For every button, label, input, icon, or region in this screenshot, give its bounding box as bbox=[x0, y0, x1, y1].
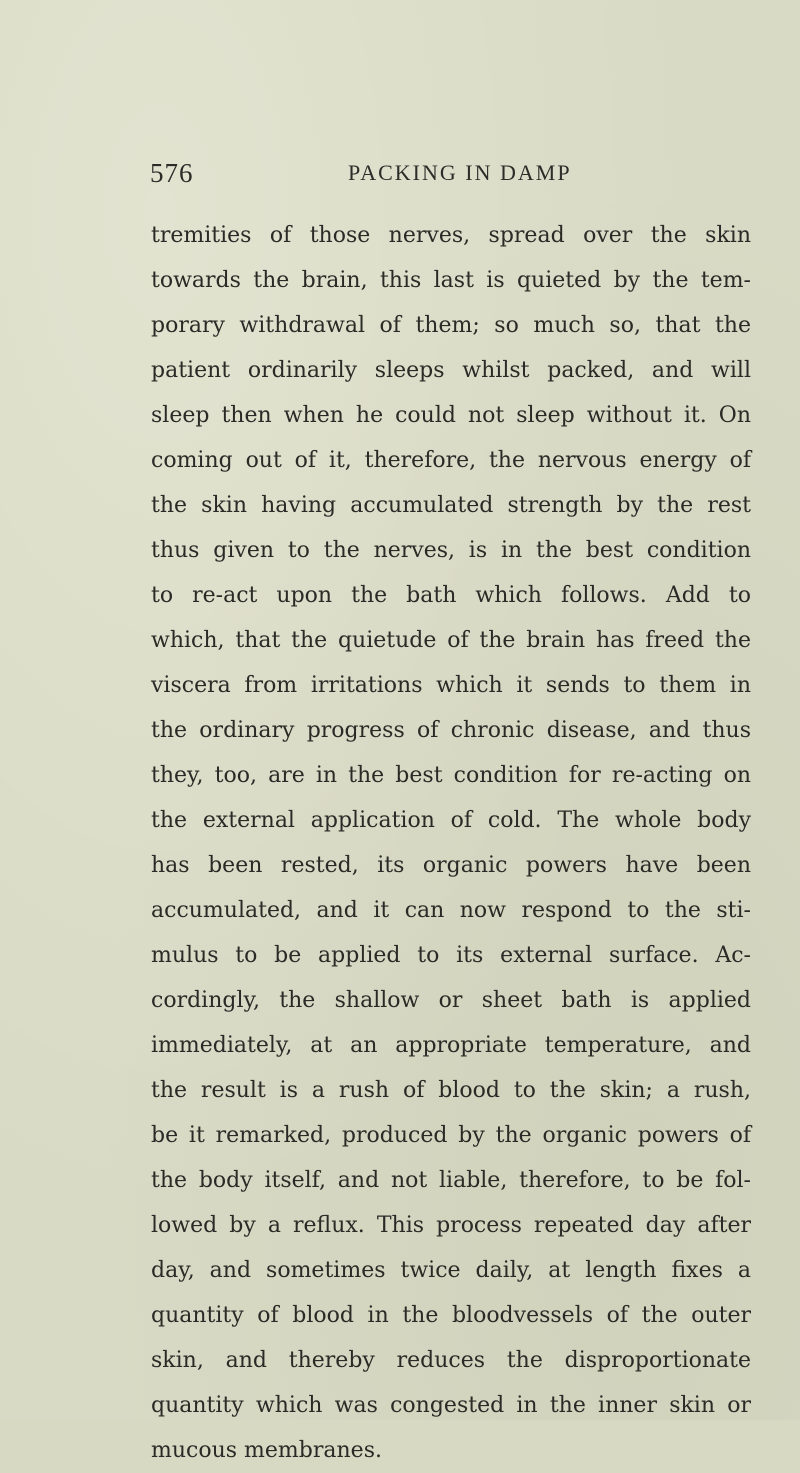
body-text bbox=[151, 213, 751, 1473]
text-line: tremities of those nerves, spread over the skin bbox=[151, 223, 751, 248]
text-line: quantity of blood in the bloodvessels of the outer bbox=[151, 1303, 751, 1328]
text-line: has been rested, its organic powers have been bbox=[151, 853, 751, 878]
text-line: to re-act upon the bath which follows. Add to bbox=[151, 583, 751, 608]
text-line: day, and sometimes twice daily, at length fixes a bbox=[151, 1258, 751, 1283]
text-line: accumulated, and it can now respond to the sti- bbox=[151, 898, 751, 923]
text-line: mucous membranes. bbox=[151, 1438, 382, 1463]
text-line: patient ordinarily sleeps whilst packed, and will bbox=[151, 358, 751, 383]
text-line: coming out of it, therefore, the nervous energy of bbox=[151, 448, 751, 473]
text-line: the result is a rush of blood to the skin; a rush, bbox=[151, 1078, 751, 1103]
page-number: 576 bbox=[150, 158, 194, 188]
text-line: viscera from irritations which it sends to them in bbox=[151, 673, 751, 698]
text-line: lowed by a reflux. This process repeated day after bbox=[151, 1213, 751, 1238]
text-line: cordingly, the shallow or sheet bath is applied bbox=[151, 988, 751, 1013]
text-line: immediately, at an appropriate temperature, and bbox=[151, 1033, 751, 1058]
text-line: the external application of cold. The whole body bbox=[151, 808, 751, 833]
text-line: be it remarked, produced by the organic powers of bbox=[151, 1123, 751, 1148]
running-title: PACKING IN DAMP bbox=[348, 160, 572, 185]
text-line: they, too, are in the best condition for re-acting on bbox=[151, 763, 751, 788]
text-line: the ordinary progress of chronic disease, and thus bbox=[151, 718, 751, 743]
text-line: sleep then when he could not sleep without it. On bbox=[151, 403, 751, 428]
text-line: mulus to be applied to its external surface. Ac- bbox=[151, 943, 751, 968]
text-line: porary withdrawal of them; so much so, that the bbox=[151, 313, 751, 338]
text-line: thus given to the nerves, is in the best condition bbox=[151, 538, 751, 563]
text-line: towards the brain, this last is quieted by the tem- bbox=[151, 268, 751, 293]
text-line: the body itself, and not liable, therefore, to be fol- bbox=[151, 1168, 751, 1193]
text-line: the skin having accumulated strength by the rest bbox=[151, 493, 751, 518]
running-head bbox=[150, 158, 750, 194]
text-line: skin, and thereby reduces the disproportionate bbox=[151, 1348, 751, 1373]
text-line: which, that the quietude of the brain has freed the bbox=[151, 628, 751, 653]
text-line: quantity which was congested in the inner skin or bbox=[151, 1393, 751, 1418]
